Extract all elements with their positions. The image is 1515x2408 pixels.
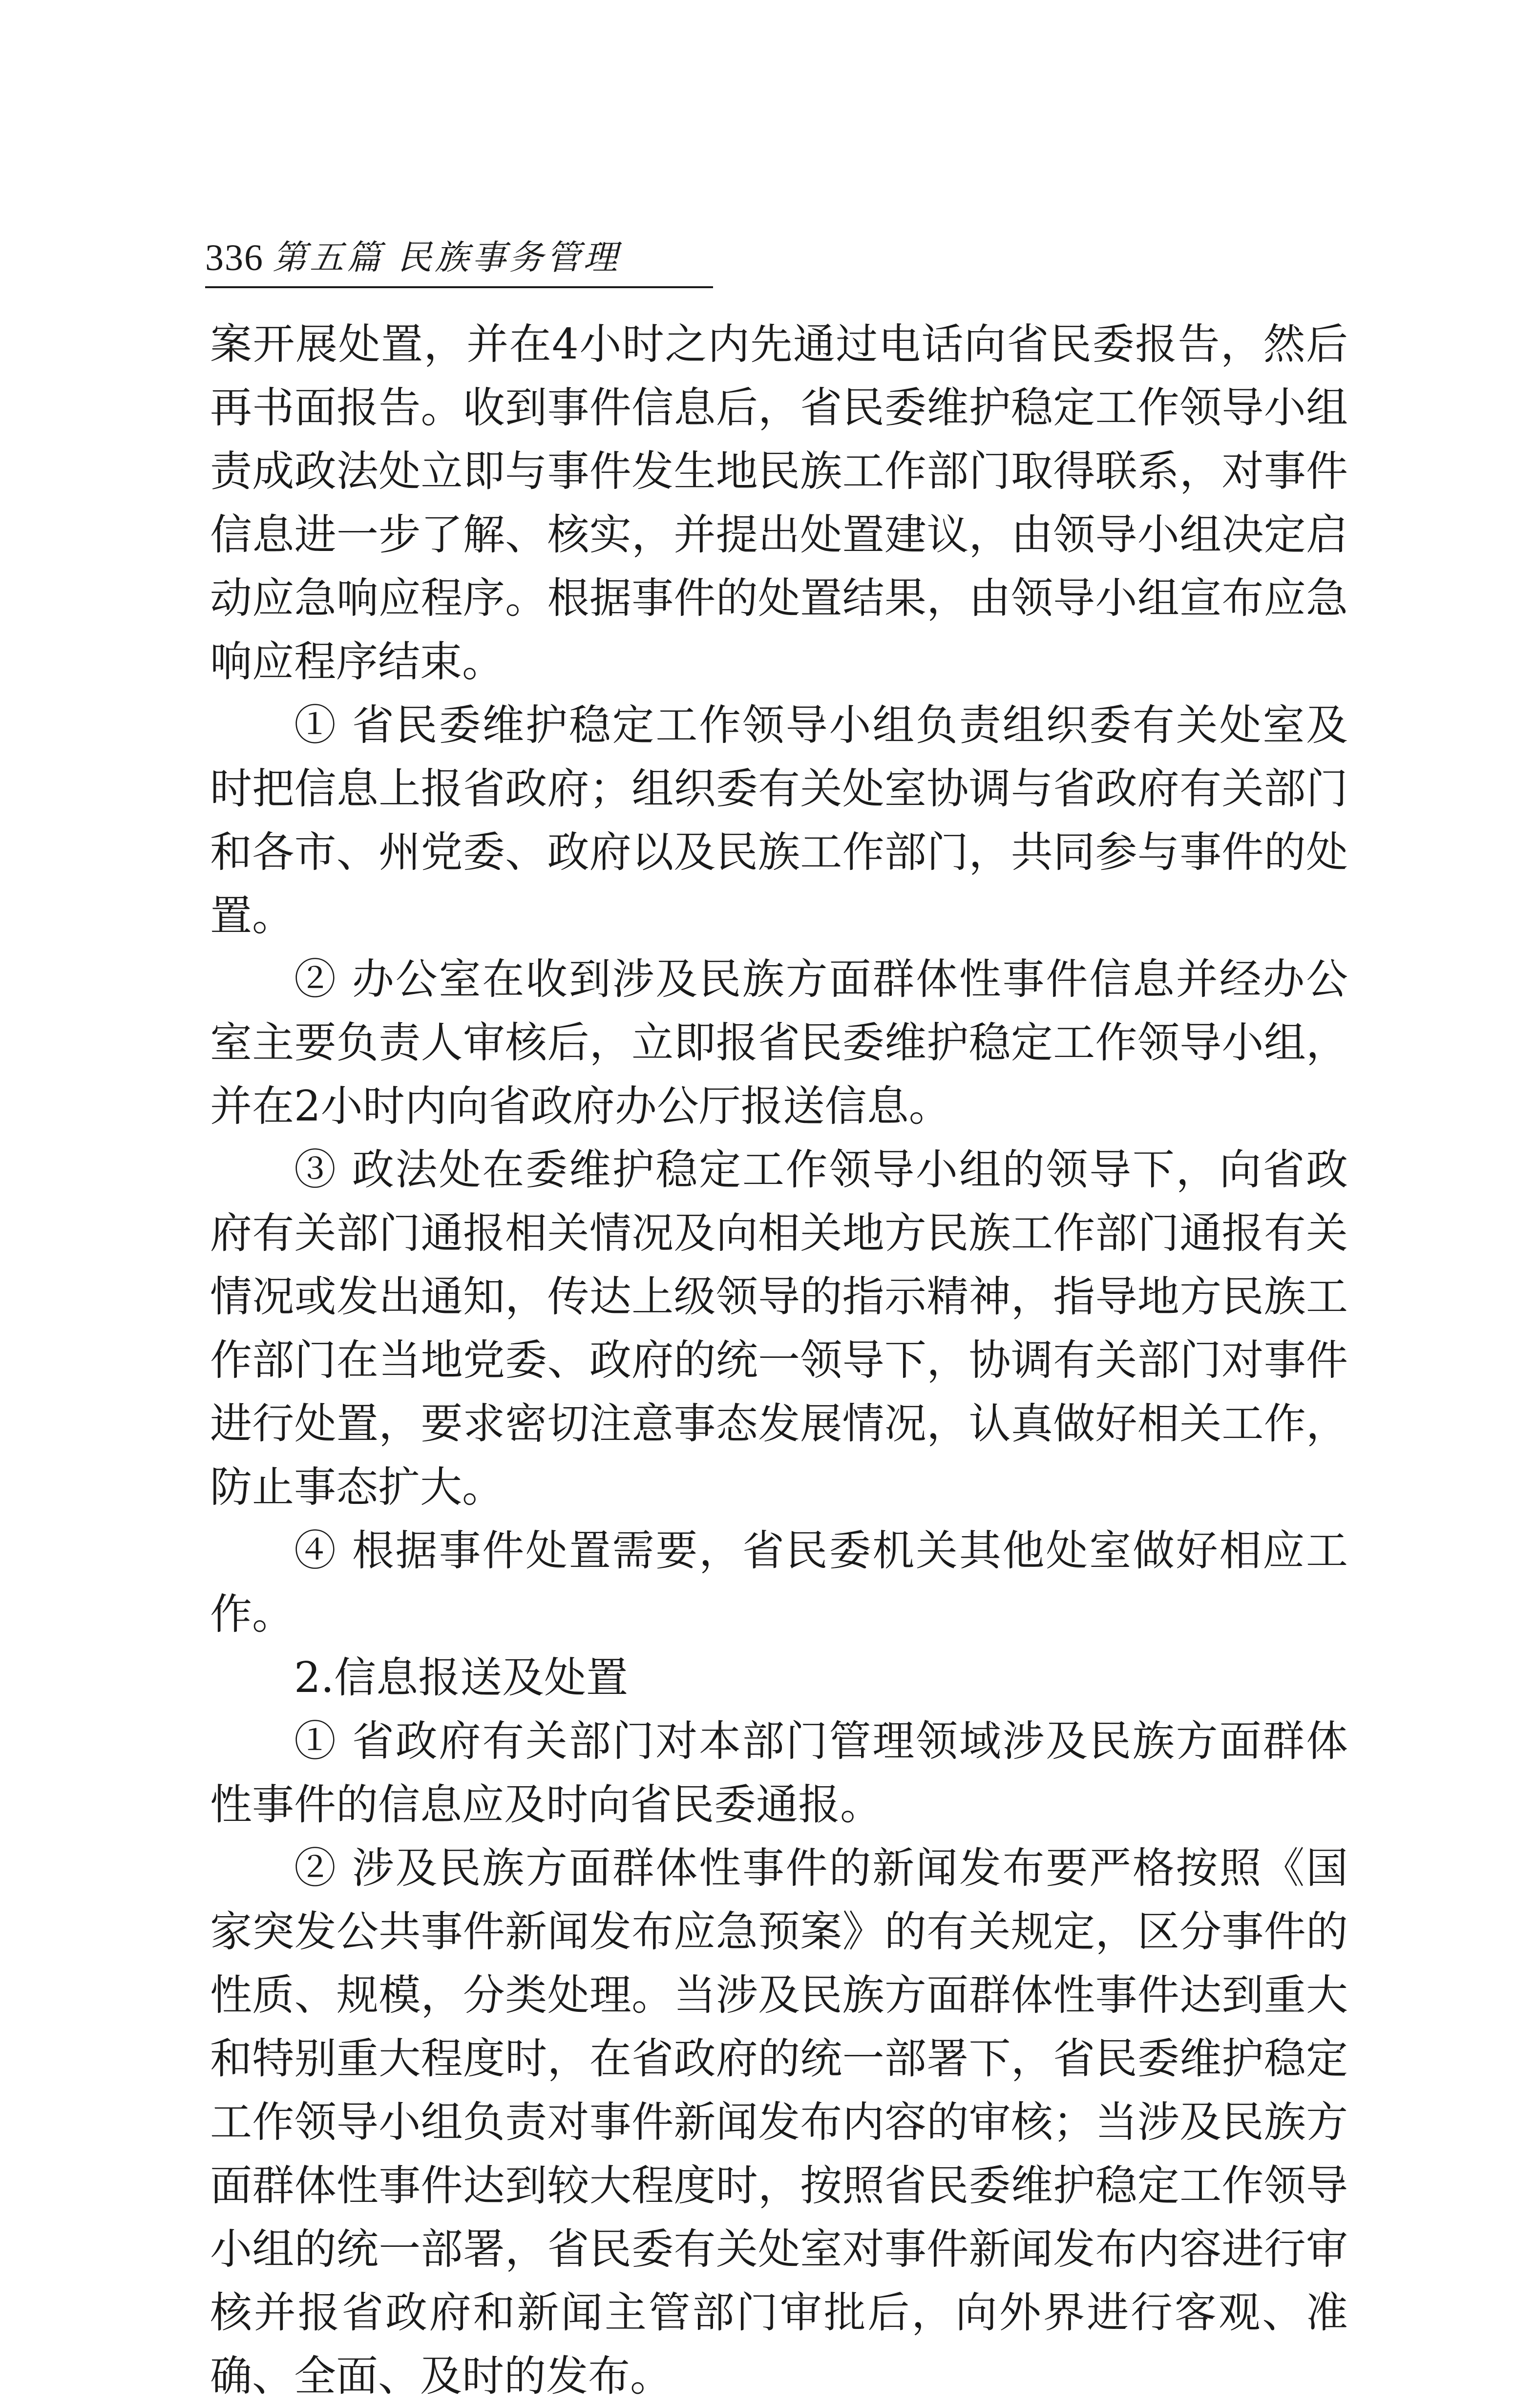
part-title: 第五篇 民族事务管理 <box>273 237 621 277</box>
paragraph: 案开展处置，并在4小时之内先通过电话向省民委报告，然后再书面报告。收到事件信息后，省民委维护稳定工作领导小组责成政法处立即与事件发生地民族工作部门取得联系，对事件信息进一步了解、核实，并提出处置建议，由领导小组决定启动应急响应程序。根据事件的处置结果，由领导小组宣布应急响应程序结束。 <box>210 320 1348 686</box>
body-text <box>210 313 1348 2408</box>
paragraph: ① 省民委维护稳定工作领导小组负责组织委有关处室及时把信息上报省政府；组织委有关处室协调与省政府有关部门和各市、州党委、政府以及民族工作部门，共同参与事件的处置。 <box>210 701 1348 940</box>
paragraph: ② 办公室在收到涉及民族方面群体性事件信息并经办公室主要负责人审核后，立即报省民委维护稳定工作领导小组，并在2小时内向省政府办公厅报送信息。 <box>210 955 1348 1131</box>
running-head <box>205 230 713 288</box>
paragraph: ① 省政府有关部门对本部门管理领域涉及民族方面群体性事件的信息应及时向省民委通报。 <box>210 1717 1348 1829</box>
paragraph: ④ 根据事件处置需要，省民委机关其他处室做好相应工作。 <box>210 1526 1348 1639</box>
paragraph: ② 涉及民族方面群体性事件的新闻发布要严格按照《国家突发公共事件新闻发布应急预案》的有关规定，区分事件的性质、规模，分类处理。当涉及民族方面群体性事件达到重大和特别重大程度时，在省政府的统一部署下，省民委维护稳定工作领导小组负责对事件新闻发布内容的审核；当涉及民族方面群体性事件达到较大程度时，按照省民委维护稳定工作领导小组的统一部署，省民委有关处室对事件新闻发布内容进行审核并报省政府和新闻主管部门审批后，向外界进行客观、准确、全面、及时的发布。 <box>210 1844 1348 2401</box>
paragraph: ③ 政法处在委维护稳定工作领导小组的领导下，向省政府有关部门通报相关情况及向相关地方民族工作部门通报有关情况或发出通知，传达上级领导的指示精神，指导地方民族工作部门在当地党委、政府的统一领导下，协调有关部门对事件进行处置，要求密切注意事态发展情况，认真做好相关工作，防止事态扩大。 <box>210 1145 1348 1512</box>
section-heading: 2.信息报送及处置 <box>294 1653 629 1702</box>
page-number: 336 <box>205 237 264 278</box>
